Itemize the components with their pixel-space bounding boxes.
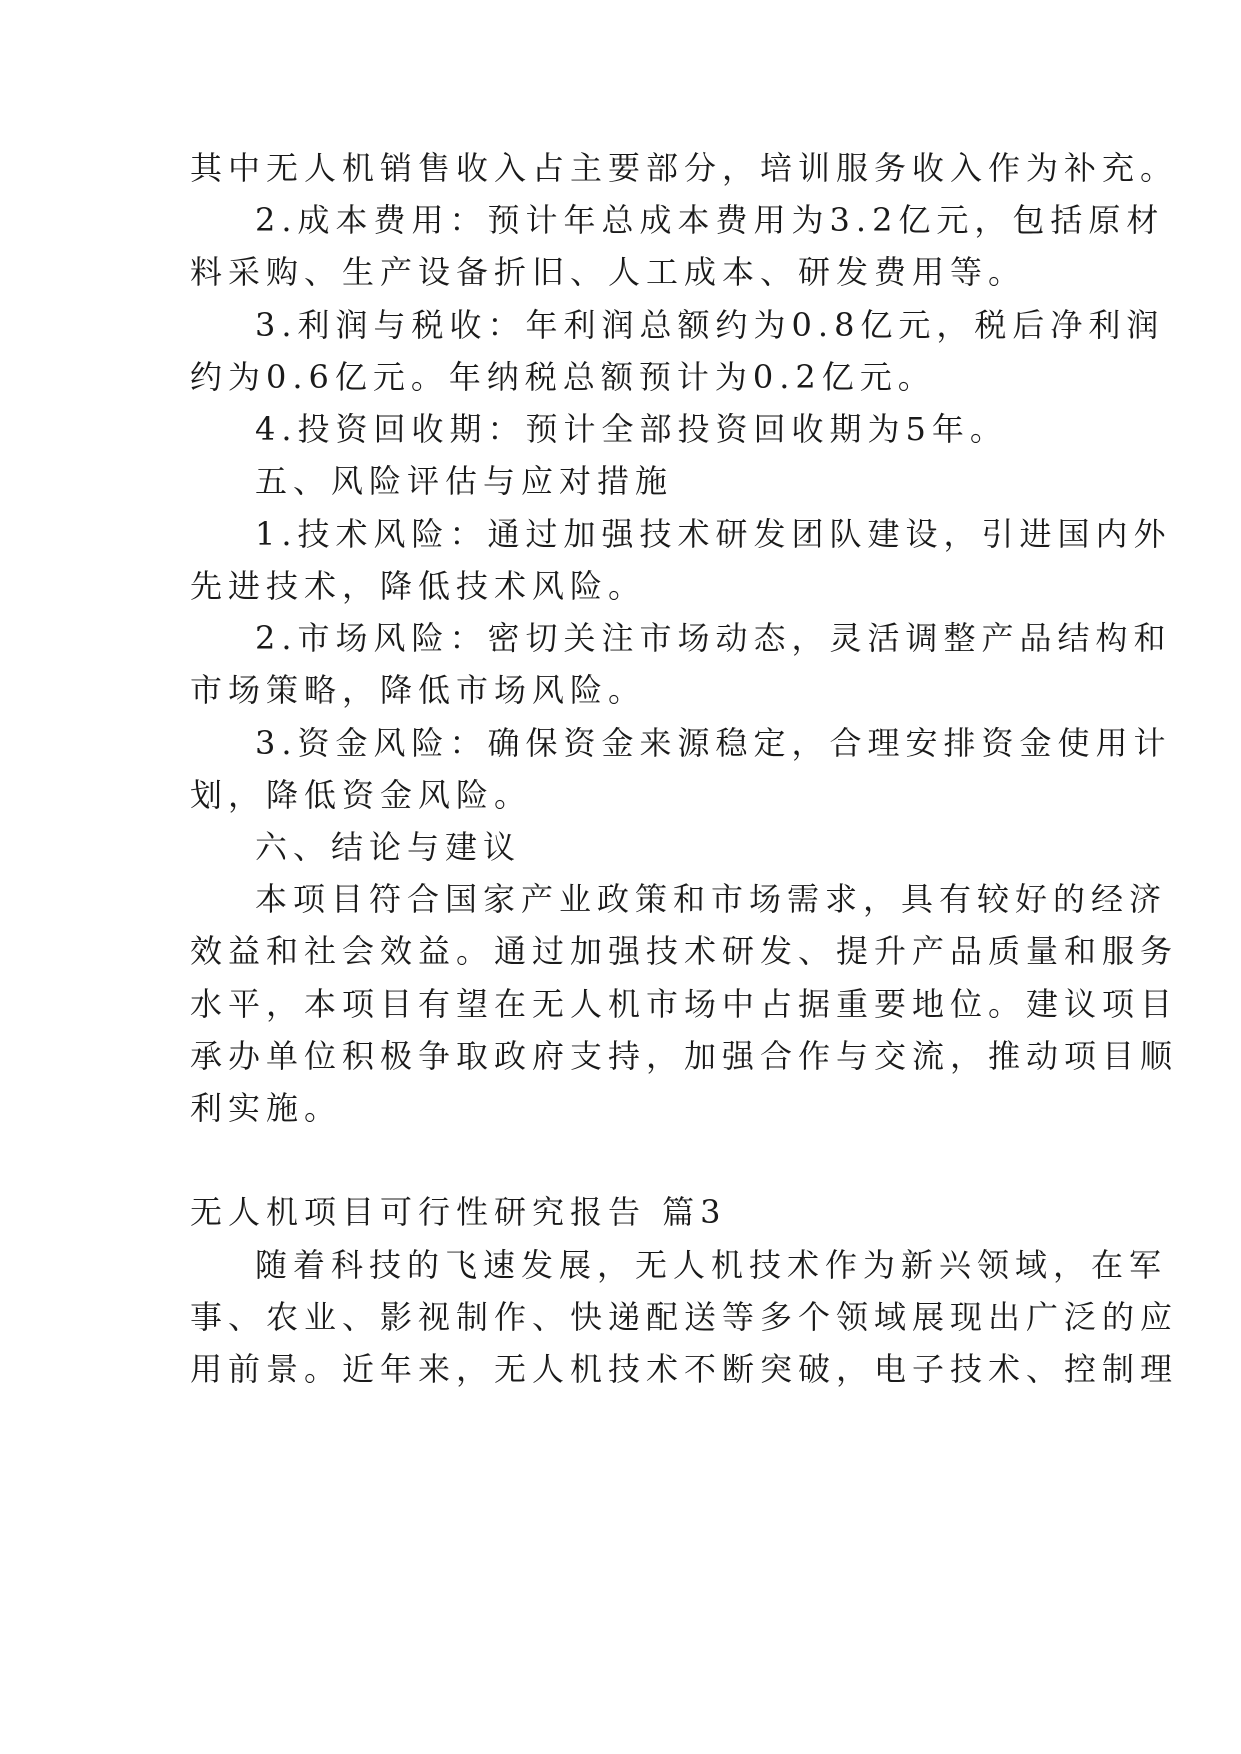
paragraph-line: 承办单位积极争取政府支持，加强合作与交流，推动项目顺 <box>190 1037 1179 1075</box>
paragraph-line: 划，降低资金风险。 <box>190 776 533 814</box>
paragraph-line: 效益和社会效益。通过加强技术研发、提升产品质量和服务 <box>190 932 1179 970</box>
paragraph-line: 市场策略，降低市场风险。 <box>190 671 647 709</box>
paragraph-line: 随着科技的飞速发展，无人机技术作为新兴领域，在军 <box>255 1246 1168 1284</box>
paragraph-line: 4.投资回收期：预计全部投资回收期为5年。 <box>255 410 1008 448</box>
paragraph-line: 其中无人机销售收入占主要部分，培训服务收入作为补充。 <box>190 149 1179 187</box>
paragraph-line: 事、农业、影视制作、快递配送等多个领域展现出广泛的应 <box>190 1298 1179 1336</box>
article-heading: 无人机项目可行性研究报告 篇3 <box>190 1193 727 1231</box>
paragraph-line: 用前景。近年来，无人机技术不断突破，电子技术、控制理 <box>190 1350 1179 1388</box>
paragraph-line: 料采购、生产设备折旧、人工成本、研发费用等。 <box>190 253 1027 291</box>
paragraph-line: 利实施。 <box>190 1089 343 1127</box>
paragraph-line: 水平，本项目有望在无人机市场中占据重要地位。建议项目 <box>190 985 1179 1023</box>
paragraph-line: 本项目符合国家产业政策和市场需求，具有较好的经济 <box>255 880 1168 918</box>
paragraph-line: 3.资金风险：确保资金来源稳定，合理安排资金使用计 <box>255 724 1172 762</box>
section-heading-risk: 五、风险评估与应对措施 <box>255 462 674 500</box>
paragraph-line: 1.技术风险：通过加强技术研发团队建设，引进国内外 <box>255 515 1172 553</box>
paragraph-line: 先进技术，降低技术风险。 <box>190 567 647 605</box>
paragraph-line: 2.成本费用：预计年总成本费用为3.2亿元，包括原材 <box>255 201 1165 239</box>
paragraph-line: 3.利润与税收：年利润总额约为0.8亿元，税后净利润 <box>255 306 1165 344</box>
paragraph-line: 2.市场风险：密切关注市场动态，灵活调整产品结构和 <box>255 619 1172 657</box>
paragraph-line: 约为0.6亿元。年纳税总额预计为0.2亿元。 <box>190 358 936 396</box>
section-heading-conclusion: 六、结论与建议 <box>255 828 522 866</box>
